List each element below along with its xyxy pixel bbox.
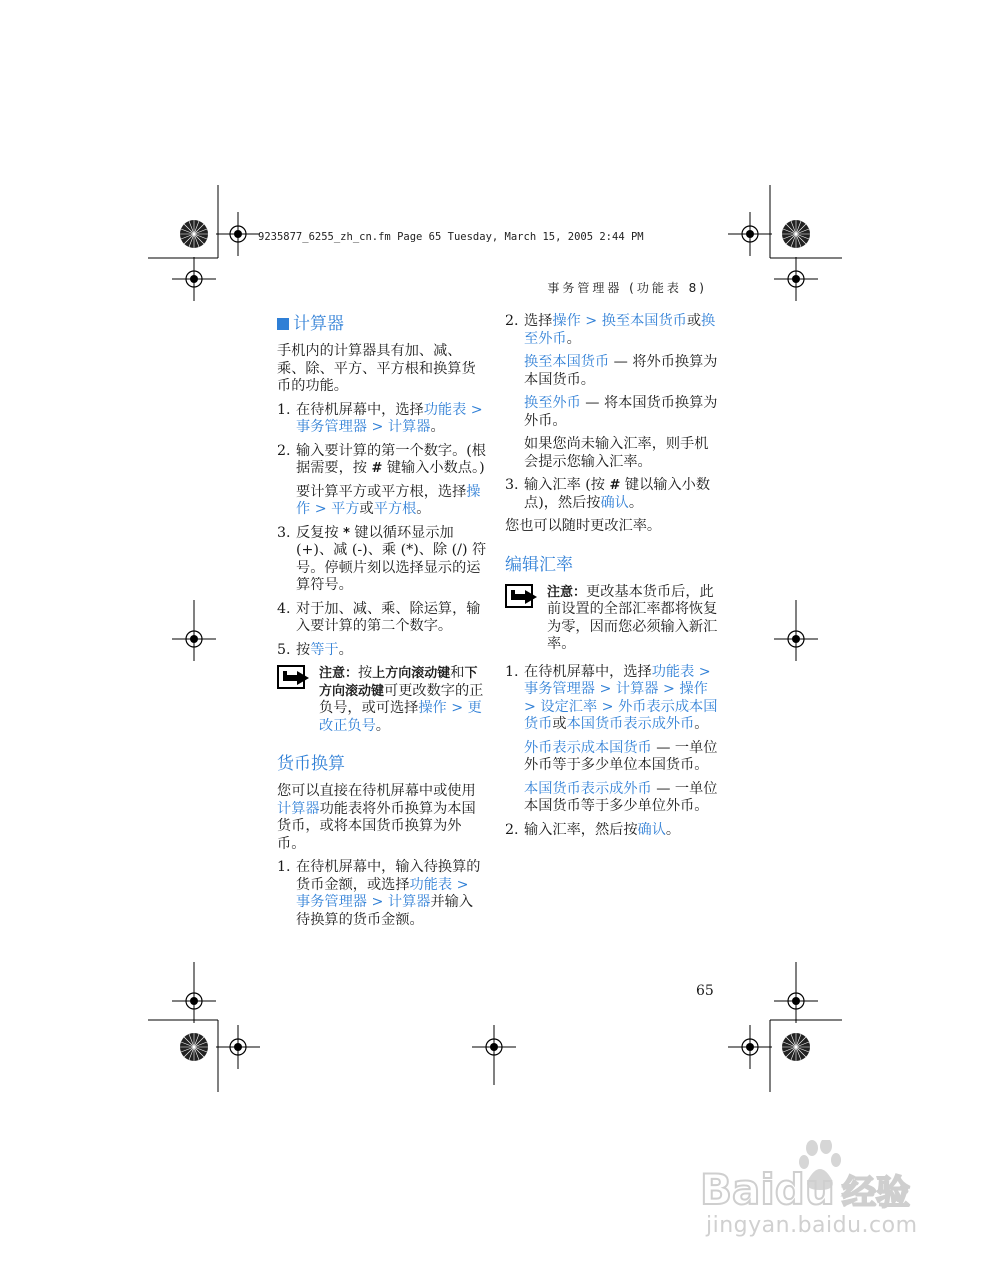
scroll-down-key: 下方向滚动键 <box>319 666 478 699</box>
calculator-title-text: 计算器 <box>293 314 344 334</box>
options-link[interactable]: 操作 <box>296 483 481 517</box>
calculator-link[interactable]: 计算器 <box>277 800 320 817</box>
note-text: 可更改数字的正负号，或可选择 <box>319 682 484 716</box>
step-text: 键以输入小数点)，然后按 <box>524 477 711 511</box>
edit-rate-step-1 <box>505 664 719 734</box>
ok-link[interactable]: 确认 <box>600 494 629 511</box>
or-text: 或 <box>686 313 702 329</box>
jingyan-brand-text: 经验 <box>842 1173 910 1213</box>
square-bullet-icon <box>277 318 289 330</box>
step-text: 输入汇率，然后按 <box>524 821 638 838</box>
option-text: — 将本国货币换算为外币。 <box>524 395 718 429</box>
step-number: 1. <box>505 663 519 680</box>
option-to-home <box>505 354 719 389</box>
step-text: 要计算平方或平方根，选择 <box>296 483 467 500</box>
organizer-link[interactable]: 事务管理器 <box>524 681 595 697</box>
page-number: 65 <box>696 983 714 999</box>
running-head: 事务管理器 (功能表 8) <box>547 281 707 295</box>
right-column <box>505 313 719 845</box>
calculator-steps <box>277 402 487 478</box>
change-sign-link[interactable]: 更改正负号 <box>319 700 482 734</box>
options-link[interactable]: 操作 <box>679 681 708 697</box>
note-text: 按 <box>358 665 373 681</box>
note-icon <box>277 665 311 691</box>
calc-step-2-sub <box>277 484 487 519</box>
breadcrumb-separator: > <box>594 681 616 697</box>
step-text: 对于加、减、乘、除运算，输入要计算的第二个数字。 <box>296 600 481 634</box>
note-label: 注意： <box>319 666 359 681</box>
section-title-calculator <box>277 313 487 335</box>
breadcrumb-separator: > <box>597 698 619 715</box>
step-number: 3. <box>505 477 519 493</box>
baidu-brand-text: Baidu <box>700 1165 835 1214</box>
options-link[interactable]: 操作 <box>552 313 581 329</box>
currency-step-2 <box>505 313 719 348</box>
step-text: 输入要计算的第一个数字。(根据需要，按 <box>296 442 486 476</box>
option-text: — 将外币换算为本国货币。 <box>524 354 718 388</box>
calc-step-5 <box>277 642 487 660</box>
currency-steps <box>277 859 487 929</box>
step-text: 在待机屏幕中，选择 <box>296 401 424 418</box>
punctuation: 。 <box>375 717 390 734</box>
or-text: 或 <box>359 501 374 517</box>
breadcrumb-separator: > <box>366 894 388 910</box>
edit-rate-note <box>505 584 719 654</box>
breadcrumb-separator: > <box>466 401 483 418</box>
set-rate-link[interactable]: 设定汇率 <box>540 698 598 715</box>
step-number: 4. <box>277 600 291 617</box>
calc-step-2 <box>277 443 487 478</box>
step-number: 2. <box>505 821 519 838</box>
home-in-foreign-link[interactable]: 本国货币表示成外币 <box>566 716 695 732</box>
punctuation: 。 <box>338 641 353 658</box>
punctuation: 。 <box>430 419 445 435</box>
step-text: 在待机屏幕中，输入待换算的货币金额，或选择 <box>296 859 481 893</box>
step-number: 2. <box>505 313 519 329</box>
option-to-foreign <box>505 395 719 430</box>
step-text: 输入汇率 (按 <box>524 477 610 493</box>
option-text: — 一单位外币等于多少单位本国货币。 <box>524 739 718 773</box>
intro-text: 功能表将外币换算为本国货币，或将本国货币换算为外币。 <box>277 800 476 852</box>
left-column <box>277 313 487 935</box>
menu-link[interactable]: 功能表 <box>409 876 453 893</box>
breadcrumb-separator: > <box>452 876 469 893</box>
step-number: 1. <box>277 401 291 418</box>
ok-link[interactable]: 确认 <box>637 821 666 838</box>
step-text: 键以循环显示加 (+)、减 (-)、乘 (*)、除 (/) 符号。停顿片刻以选择显示的运算符号。 <box>296 524 487 593</box>
foreign-in-home-link[interactable]: 外币表示成本国货币 <box>524 739 652 756</box>
change-rate-anytime: 您也可以随时更改汇率。 <box>505 518 662 534</box>
home-in-foreign-link[interactable]: 本国货币表示成外币 <box>524 780 652 797</box>
calculator-intro: 手机内的计算器具有加、减、乘、除、平方、平方根和换算货币的功能。 <box>277 343 476 394</box>
edit-rate-steps <box>505 664 719 734</box>
step-text: 键输入小数点。) <box>382 460 485 476</box>
hash-key: # <box>371 461 383 476</box>
breadcrumb-separator: > <box>580 313 602 329</box>
note-text: 和 <box>450 665 465 681</box>
hash-key: # <box>609 478 621 493</box>
section-title-currency: 货币换算 <box>277 754 345 774</box>
breadcrumb-separator: > <box>524 698 541 715</box>
calc-note <box>277 665 487 735</box>
currency-step-1 <box>277 859 487 929</box>
step-text: 并输入待换算的货币金额。 <box>296 894 474 928</box>
currency-intro <box>277 783 487 853</box>
watermark-url: jingyan.baidu.com <box>706 1213 918 1238</box>
currency-step-3 <box>505 477 719 512</box>
edit-rate-step-2 <box>505 822 719 840</box>
currency-steps-cont2 <box>505 477 719 512</box>
organizer-link[interactable]: 事务管理器 <box>296 894 367 910</box>
to-foreign-link[interactable]: 换至外币 <box>524 313 716 347</box>
equals-link[interactable]: 等于 <box>310 641 339 658</box>
to-home-link[interactable]: 换至本国货币 <box>524 354 610 370</box>
punctuation: 。 <box>628 494 644 511</box>
breadcrumb-separator: > <box>446 700 468 716</box>
step-number: 5. <box>277 641 291 658</box>
step-number: 1. <box>277 859 291 875</box>
punctuation: 。 <box>694 716 709 732</box>
note-icon <box>505 584 539 610</box>
scroll-up-key: 上方向滚动键 <box>372 666 451 681</box>
step-text: 选择 <box>524 313 553 329</box>
breadcrumb-separator: > <box>310 501 332 517</box>
calc-step-4 <box>277 601 487 636</box>
foreign-in-home-link[interactable]: 外币表示成本国货币 <box>524 698 718 732</box>
to-home-link[interactable]: 换至本国货币 <box>601 313 687 329</box>
intro-text: 您可以直接在待机屏幕中或使用 <box>277 783 476 799</box>
punctuation: 。 <box>665 821 681 838</box>
square-link[interactable]: 平方 <box>331 501 360 517</box>
organizer-link[interactable]: 事务管理器 <box>296 419 367 435</box>
calculator-link[interactable]: 计算器 <box>615 681 659 697</box>
punctuation: 。 <box>416 501 431 517</box>
breadcrumb-separator: > <box>658 681 680 697</box>
step-number: 3. <box>277 524 291 541</box>
calc-step-1 <box>277 402 487 437</box>
calculator-steps-cont <box>277 525 487 660</box>
option-text: — 一单位本国货币等于多少单位外币。 <box>524 780 718 814</box>
note-label: 注意： <box>547 584 587 600</box>
breadcrumb-separator: > <box>366 419 388 435</box>
section-title-edit-rate: 编辑汇率 <box>505 554 573 575</box>
step-text: 按 <box>296 641 311 658</box>
menu-link[interactable]: 功能表 <box>651 663 695 680</box>
or-text: 或 <box>552 716 567 732</box>
punctuation: 。 <box>566 330 581 347</box>
menu-link[interactable]: 功能表 <box>423 401 467 418</box>
calc-step-3 <box>277 525 487 595</box>
note-text: 更改基本货币后，此前设置的全部汇率都将恢复为零，因而您必须输入新汇率。 <box>547 583 718 652</box>
file-header-line: 9235877_6255_zh_cn.fm Page 65 Tuesday, March 15, 2005 2:44 PM <box>258 231 644 243</box>
option-foreign-in-home <box>505 740 719 775</box>
calculator-link[interactable]: 计算器 <box>387 894 431 910</box>
breadcrumb-separator: > <box>694 663 711 680</box>
currency-steps-cont <box>505 313 719 348</box>
step-text: 反复按 <box>296 524 344 541</box>
options-link[interactable]: 操作 <box>418 700 447 716</box>
rate-prompt-text: 如果您尚未输入汇率，则手机会提示您输入汇率。 <box>524 436 709 470</box>
calculator-link[interactable]: 计算器 <box>387 419 431 435</box>
star-key: * <box>343 525 350 541</box>
step-text: 在待机屏幕中，选择 <box>524 663 652 680</box>
option-home-in-foreign <box>505 781 719 816</box>
square-root-link[interactable]: 平方根 <box>373 501 417 517</box>
to-foreign-link[interactable]: 换至外币 <box>524 395 581 411</box>
edit-rate-steps-cont <box>505 822 719 840</box>
step-number: 2. <box>277 442 291 459</box>
